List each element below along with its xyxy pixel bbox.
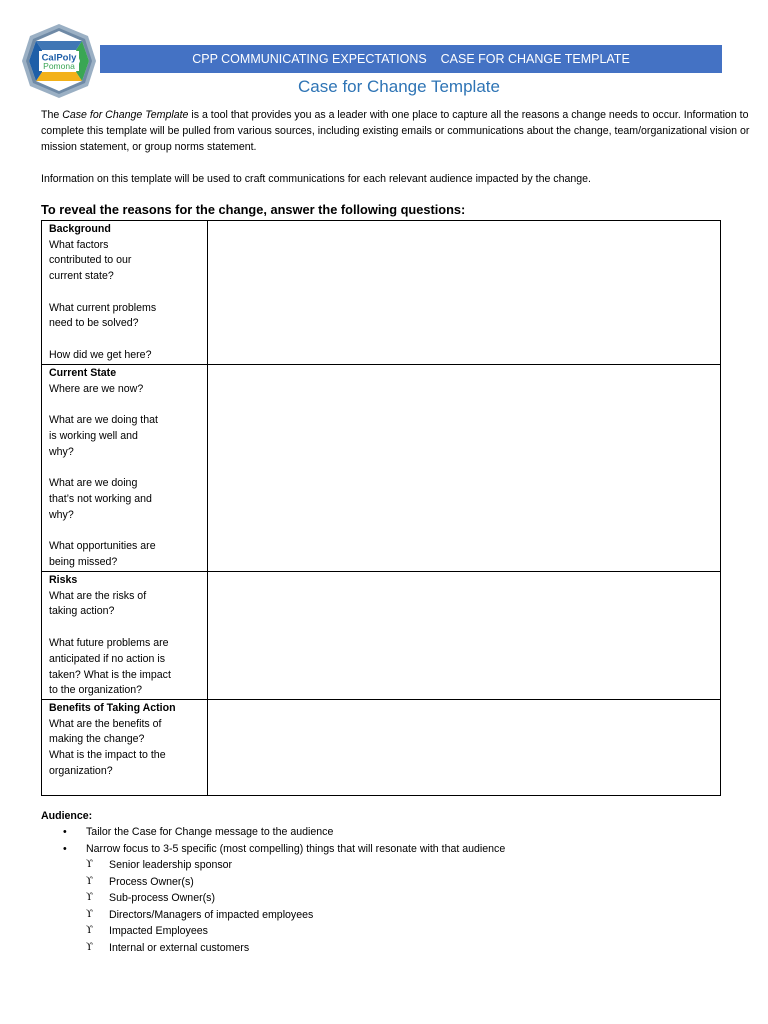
audience-section <box>41 808 741 956</box>
logo-text-pomona: Pomona <box>43 61 75 71</box>
section-title: Risks <box>49 574 78 587</box>
table-row-background <box>42 221 721 365</box>
question-cell <box>42 365 208 572</box>
blank-line <box>49 332 207 348</box>
header-banner <box>100 45 722 73</box>
section-title: Background <box>49 223 111 235</box>
question-line: What future problems are <box>49 636 169 649</box>
section-title: Benefits of Taking Action <box>49 702 176 715</box>
question-line: What current problems <box>49 301 157 314</box>
question-text <box>49 238 207 364</box>
bullet-icon: • <box>63 842 67 855</box>
question-line: taken? What is the impact <box>49 668 171 681</box>
template-name-italic: Case for Change Template <box>62 109 189 121</box>
answer-cell-background[interactable] <box>208 221 721 365</box>
section-title: Current State <box>49 367 117 379</box>
question-line: that’s not working and <box>49 493 152 506</box>
blank-line <box>49 397 207 413</box>
question-line: to the organization? <box>49 684 143 697</box>
question-line: Where are we now? <box>49 382 144 395</box>
sub-bullet-icon: ϒ <box>86 908 93 920</box>
question-line: why? <box>49 508 74 521</box>
answer-cell-risks[interactable] <box>208 572 721 700</box>
blank-line <box>49 620 207 636</box>
questions-table <box>41 220 721 796</box>
answer-cell-current-state[interactable] <box>208 365 721 572</box>
question-cell <box>42 700 208 796</box>
table-row-benefits <box>42 700 721 796</box>
calpoly-pomona-logo <box>20 22 98 100</box>
audience-sub-list <box>41 857 741 956</box>
logo-text-calpoly: CalPoly <box>41 52 77 64</box>
sub-bullet-icon: ϒ <box>86 875 93 887</box>
banner-left-text: CPP COMMUNICATING EXPECTATIONS <box>192 52 427 66</box>
question-line: contributed to our <box>49 254 132 267</box>
list-item: ϒ Directors/Managers of impacted employees <box>41 907 741 924</box>
question-line: What is the impact to the <box>49 749 166 762</box>
question-line: anticipated if no action is <box>49 652 166 665</box>
list-item: ϒ Internal or external customers <box>41 940 741 957</box>
blank-line <box>49 524 207 540</box>
question-text <box>49 382 207 572</box>
blank-line <box>49 285 207 301</box>
sub-bullet-icon: ϒ <box>86 925 93 936</box>
banner-right-text: CASE FOR CHANGE TEMPLATE <box>440 52 630 66</box>
intro-text <box>41 107 753 187</box>
document-title: Case for Change Template <box>298 77 500 96</box>
answer-cell-benefits[interactable] <box>208 700 721 796</box>
table-row-current-state <box>42 365 721 572</box>
question-text <box>49 589 207 700</box>
list-item: ϒ Senior leadership sponsor <box>41 857 741 874</box>
intro-paragraph-1: The Case for Change Template is a tool that provides you as a leader with one place to capture all the reasons a change needs to occur. Information to complete this template will be pulled from various sources, including existing emails or communications about the change, team/organizational vision or mission statement, or group norms statement. <box>41 109 750 153</box>
list-item: ϒ Impacted Employees <box>41 923 741 940</box>
list-item: • Narrow focus to 3-5 specific (most compelling) things that will resonate with that audience <box>41 841 741 858</box>
list-item: ϒ Sub-process Owner(s) <box>41 890 741 907</box>
question-line: organization? <box>49 765 113 778</box>
sub-bullet-icon: ϒ <box>86 892 93 903</box>
question-line: is working well and <box>49 429 138 442</box>
question-line: What are we doing <box>49 477 138 490</box>
question-line: What opportunities are <box>49 540 156 553</box>
question-line: taking action? <box>49 605 115 618</box>
question-line: How did we get here? <box>49 349 152 362</box>
sub-bullet-icon: ϒ <box>86 941 93 953</box>
questions-heading: To reveal the reasons for the change, answer the following questions: <box>41 202 466 217</box>
question-text <box>49 717 207 780</box>
audience-bullets <box>41 824 741 857</box>
question-cell <box>42 221 208 365</box>
question-line: why? <box>49 445 74 458</box>
audience-title: Audience: <box>41 810 93 822</box>
question-line: What factors <box>49 238 109 251</box>
question-line: What are we doing that <box>49 414 158 427</box>
blank-line <box>49 460 207 476</box>
question-line: What are the risks of <box>49 589 147 602</box>
question-line: need to be solved? <box>49 317 139 330</box>
question-line: making the change? <box>49 733 145 746</box>
question-cell <box>42 572 208 700</box>
question-line: current state? <box>49 270 114 283</box>
question-line: What are the benefits of <box>49 717 162 730</box>
sub-bullet-icon: ϒ <box>86 859 93 870</box>
question-line: being missed? <box>49 556 118 569</box>
table-row-risks <box>42 572 721 700</box>
bullet-icon: • <box>63 826 67 838</box>
list-item: ϒ Process Owner(s) <box>41 874 741 891</box>
intro-paragraph-2: Information on this template will be used to craft communications for each relevant audience impacted by the change. <box>41 173 592 185</box>
list-item: • Tailor the Case for Change message to the audience <box>41 824 741 841</box>
